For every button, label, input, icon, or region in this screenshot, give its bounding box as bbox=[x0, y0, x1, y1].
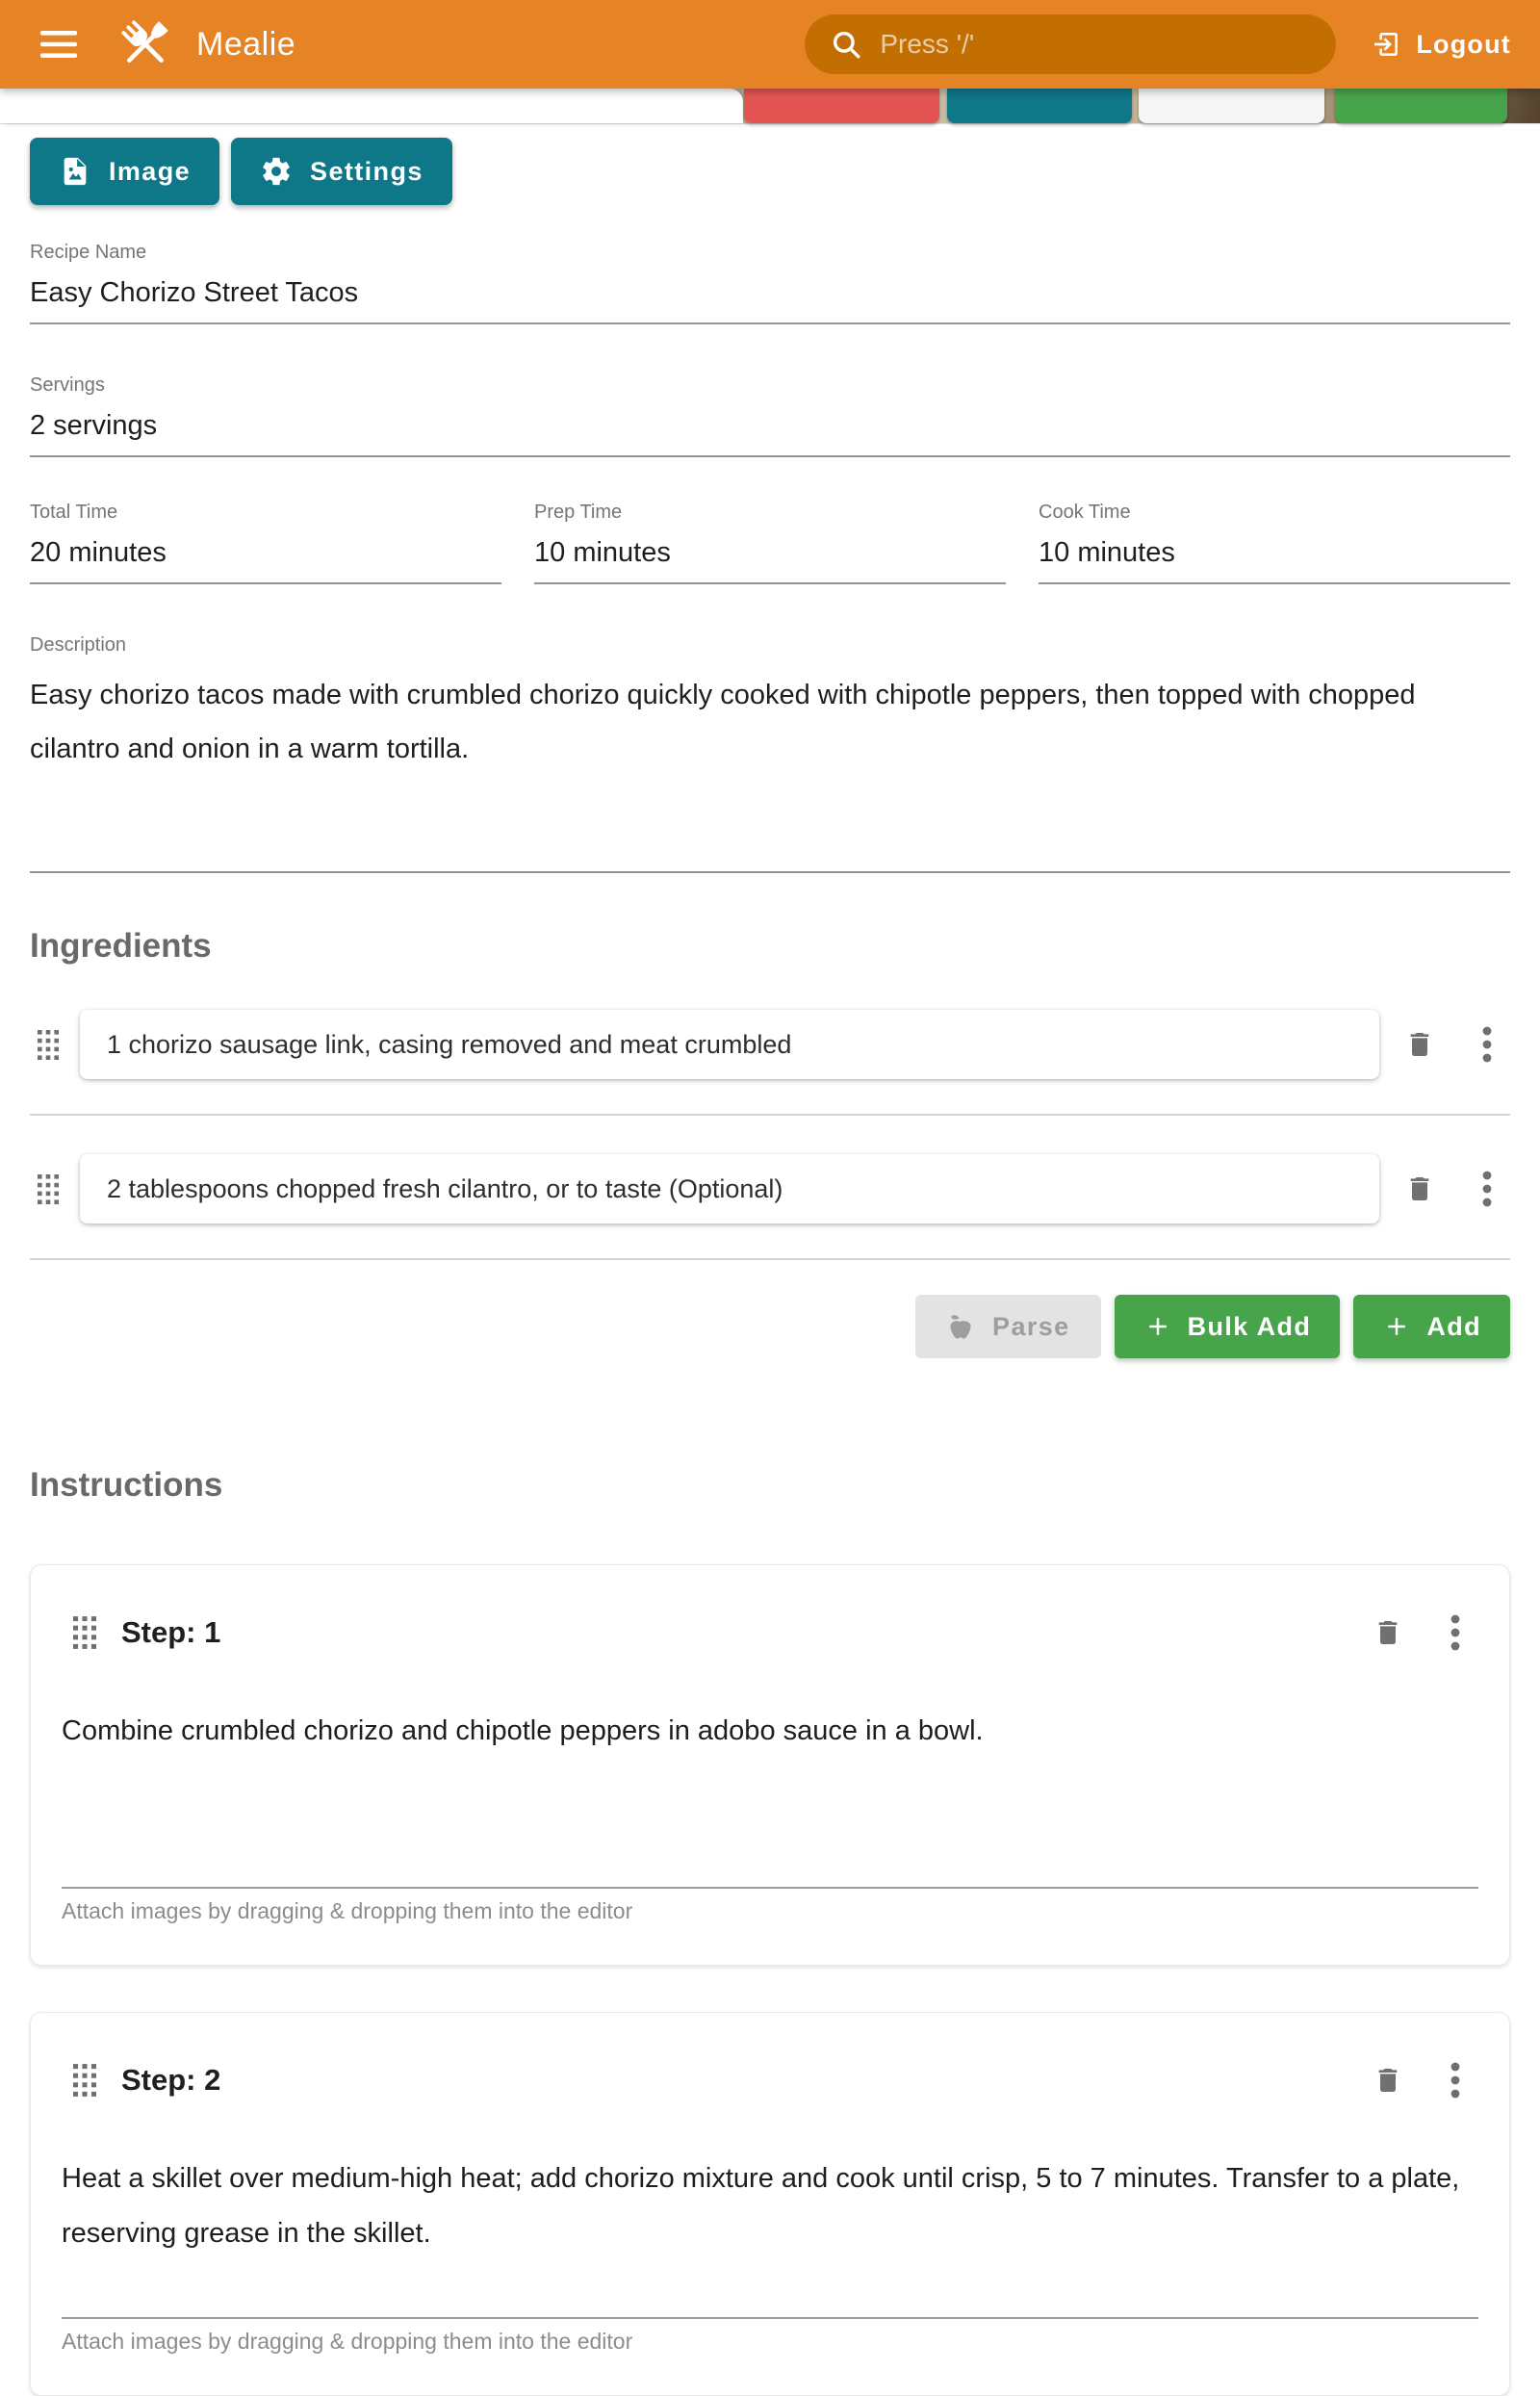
cook-time-input[interactable] bbox=[1039, 531, 1510, 584]
kebab-menu-icon bbox=[1481, 1025, 1493, 1064]
bulk-add-button-label: Bulk Add bbox=[1187, 1311, 1312, 1341]
recipe-name-field bbox=[30, 242, 1510, 324]
ingredient-card bbox=[80, 1154, 1379, 1224]
drag-handle-icon[interactable] bbox=[38, 1174, 59, 1204]
peek-button-red[interactable] bbox=[744, 89, 939, 123]
add-button-label: Add bbox=[1426, 1311, 1481, 1341]
cook-time-field bbox=[1039, 502, 1510, 584]
file-image-icon bbox=[59, 155, 91, 188]
total-time-input[interactable] bbox=[30, 531, 501, 584]
logout-button[interactable] bbox=[1371, 29, 1511, 60]
servings-field bbox=[30, 374, 1510, 457]
parse-button[interactable] bbox=[915, 1295, 1101, 1358]
peek-button-teal[interactable] bbox=[947, 89, 1132, 123]
ingredients-heading: Ingredients bbox=[30, 927, 212, 965]
total-time-label: Total Time bbox=[30, 502, 118, 523]
prep-time-label: Prep Time bbox=[534, 502, 623, 523]
ingredient-row bbox=[30, 1154, 1510, 1224]
ingredient-divider bbox=[30, 1258, 1510, 1260]
attach-images-hint: Attach images by dragging & dropping them into the editor bbox=[62, 1898, 633, 1923]
step-header bbox=[62, 1588, 1478, 1662]
settings-button-label: Settings bbox=[310, 156, 424, 186]
description-input[interactable] bbox=[30, 664, 1510, 873]
step-editor-divider bbox=[62, 2317, 1478, 2319]
ingredient-row bbox=[30, 1010, 1510, 1079]
recipe-editor bbox=[0, 123, 1540, 2396]
step-header bbox=[62, 2036, 1478, 2109]
peek-button-white[interactable] bbox=[1139, 89, 1324, 123]
description-label: Description bbox=[30, 634, 127, 656]
step-editor-divider bbox=[62, 1887, 1478, 1889]
search-bar[interactable] bbox=[805, 14, 1336, 74]
ingredient-actions bbox=[30, 1295, 1510, 1358]
plus-icon bbox=[1143, 1312, 1172, 1341]
delete-ingredient-button[interactable] bbox=[1397, 1016, 1443, 1073]
parse-button-label: Parse bbox=[992, 1311, 1070, 1341]
recipe-name-label: Recipe Name bbox=[30, 242, 147, 263]
trash-icon bbox=[1373, 1616, 1403, 1649]
step-text-editor[interactable] bbox=[62, 2151, 1478, 2317]
editor-toolbar bbox=[30, 124, 1510, 205]
delete-step-button[interactable] bbox=[1365, 1604, 1411, 1662]
app-header bbox=[0, 0, 1540, 89]
bulk-add-button[interactable] bbox=[1115, 1295, 1341, 1358]
ingredient-menu-button[interactable] bbox=[1464, 1160, 1510, 1218]
prep-time-input[interactable] bbox=[534, 531, 1006, 584]
prep-time-field bbox=[534, 502, 1006, 584]
hero-white-panel bbox=[0, 89, 743, 123]
trash-icon bbox=[1404, 1028, 1435, 1061]
description-field bbox=[30, 634, 1510, 873]
ingredient-input[interactable] bbox=[107, 1174, 1352, 1204]
instructions-heading: Instructions bbox=[30, 1466, 223, 1504]
ingredient-menu-button[interactable] bbox=[1464, 1016, 1510, 1073]
drag-handle-icon[interactable] bbox=[73, 1616, 96, 1649]
settings-button[interactable] bbox=[231, 138, 452, 205]
mealie-logo-crossed-utensils-icon bbox=[116, 14, 175, 74]
image-button-label: Image bbox=[109, 156, 192, 186]
cook-time-label: Cook Time bbox=[1039, 502, 1131, 523]
attach-images-hint: Attach images by dragging & dropping them into the editor bbox=[62, 2329, 633, 2354]
time-fields bbox=[30, 502, 1510, 584]
add-button[interactable] bbox=[1353, 1295, 1510, 1358]
step-text-editor[interactable] bbox=[62, 1704, 1478, 1887]
trash-icon bbox=[1404, 1172, 1435, 1205]
gear-icon bbox=[260, 155, 293, 188]
kebab-menu-icon bbox=[1450, 2061, 1461, 2100]
search-icon bbox=[830, 28, 862, 61]
logout-icon bbox=[1371, 29, 1401, 60]
instruction-step-card bbox=[30, 2012, 1510, 2396]
logout-label: Logout bbox=[1416, 29, 1511, 59]
servings-input[interactable] bbox=[30, 404, 1510, 457]
ingredient-input[interactable] bbox=[107, 1030, 1352, 1060]
peek-button-green[interactable] bbox=[1335, 89, 1507, 123]
delete-ingredient-button[interactable] bbox=[1397, 1160, 1443, 1218]
step-title: Step: 1 bbox=[121, 1615, 221, 1649]
instruction-step-card bbox=[30, 1564, 1510, 1966]
ingredient-divider bbox=[30, 1114, 1510, 1116]
food-apple-icon bbox=[946, 1312, 975, 1341]
total-time-field bbox=[30, 502, 501, 584]
step-title: Step: 2 bbox=[121, 2063, 221, 2097]
app-title: Mealie bbox=[196, 25, 296, 63]
kebab-menu-icon bbox=[1450, 1613, 1461, 1652]
trash-icon bbox=[1373, 2064, 1403, 2097]
recipe-name-input[interactable] bbox=[30, 271, 1510, 324]
image-button[interactable] bbox=[30, 138, 219, 205]
ingredient-card bbox=[80, 1010, 1379, 1079]
delete-step-button[interactable] bbox=[1365, 2051, 1411, 2109]
hero-strip bbox=[0, 89, 1540, 123]
drag-handle-icon[interactable] bbox=[73, 2064, 96, 2097]
kebab-menu-icon bbox=[1481, 1170, 1493, 1208]
hamburger-menu-icon[interactable] bbox=[40, 31, 77, 58]
search-input[interactable] bbox=[880, 29, 1311, 60]
drag-handle-icon[interactable] bbox=[38, 1030, 59, 1060]
plus-icon bbox=[1382, 1312, 1411, 1341]
step-menu-button[interactable] bbox=[1432, 1604, 1478, 1662]
step-menu-button[interactable] bbox=[1432, 2051, 1478, 2109]
servings-label: Servings bbox=[30, 374, 105, 396]
